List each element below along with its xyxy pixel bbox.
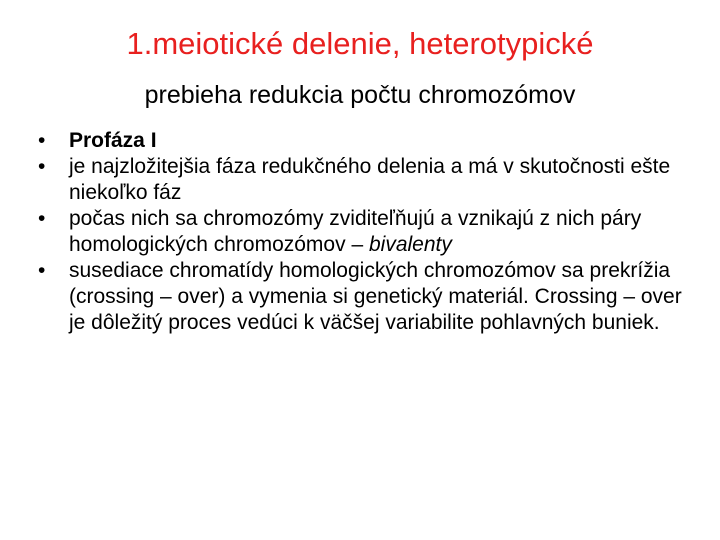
bullet-text: susediace chromatídy homologických chromozómov sa prekrížia (crossing – over) a vymenia si genetický materiál. Crossing – over je dôležitý proces vedúci k väčšej variabilite pohlavných buniek.	[69, 259, 682, 334]
bullet-dot: •	[38, 129, 46, 152]
bullet-list	[38, 128, 688, 336]
bullet-item-crossing-over	[38, 258, 688, 336]
bullet-dot: •	[38, 207, 46, 230]
bullet-item-bivalents	[38, 206, 688, 258]
bullet-item-complexity	[38, 154, 688, 206]
bullet-dot: •	[38, 259, 46, 282]
bullet-text: počas nich sa chromozómy zviditeľňujú a vznikajú z nich páry homologických chromozómov –	[69, 207, 642, 256]
bullet-dot: •	[38, 155, 46, 178]
bullet-text: je najzložitejšia fáza redukčného delenia a má v skutočnosti ešte niekoľko fáz	[69, 155, 671, 204]
slide-title: 1.meiotické delenie, heterotypické	[126, 26, 594, 61]
bullet-italic-term: bivalenty	[368, 233, 452, 256]
bullet-item-profaza	[38, 128, 688, 154]
bullet-text: Profáza I	[69, 129, 157, 152]
slide-subtitle: prebieha redukcia počtu chromozómov	[144, 81, 576, 109]
